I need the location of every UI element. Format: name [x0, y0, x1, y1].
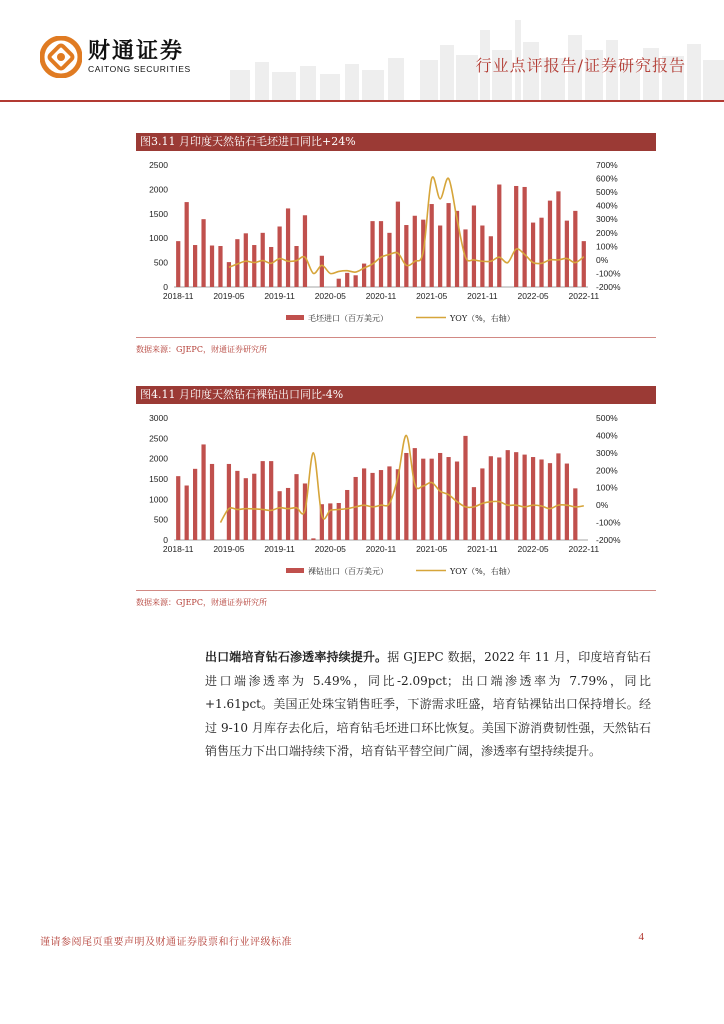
x-tick-label: 2022-05 [517, 544, 549, 554]
bar [446, 457, 450, 540]
y-right-tick-label: 400% [596, 200, 618, 211]
bar [446, 203, 450, 287]
bar [514, 186, 518, 287]
yoy-line [220, 435, 583, 522]
bar [523, 187, 527, 287]
figure-3-source: 数据来源：GJEPC，财通证券研究所 [136, 345, 267, 354]
y-right-tick-label: -200% [596, 282, 621, 292]
legend-bar-swatch [286, 568, 304, 573]
y-right-tick-label: 300% [596, 214, 618, 225]
x-tick-label: 2019-11 [264, 291, 295, 301]
bar [438, 453, 442, 540]
bar [463, 436, 467, 540]
bar [472, 487, 476, 540]
x-tick-label: 2020-05 [314, 544, 346, 554]
x-tick-label: 2020-11 [365, 544, 397, 554]
y-left-tick-label: 500 [153, 514, 168, 525]
x-tick-label: 2019-05 [213, 291, 245, 301]
x-tick-label: 2020-11 [365, 291, 397, 301]
bar [286, 488, 290, 540]
bar [210, 464, 214, 540]
bar [328, 503, 332, 540]
y-right-tick-label: 0% [596, 500, 609, 511]
bar [370, 221, 374, 287]
logo-chinese-name: 财通证券 [88, 38, 185, 64]
bar [252, 245, 256, 287]
legend-bar-swatch [286, 315, 304, 320]
header-divider [0, 100, 724, 102]
y-right-tick-label: 600% [596, 173, 618, 184]
bar [201, 444, 205, 540]
bar [480, 226, 484, 287]
company-logo [40, 36, 191, 78]
y-left-tick-label: 2500 [149, 160, 168, 170]
bar [497, 457, 501, 540]
bar [413, 448, 417, 540]
bar [404, 225, 408, 287]
bar [210, 246, 214, 287]
y-left-tick-label: 2000 [149, 184, 168, 195]
x-tick-label: 2021-11 [467, 291, 498, 301]
bar [269, 461, 273, 540]
chart-rough-diamond-imports [136, 151, 656, 337]
y-right-tick-label: -100% [596, 517, 621, 528]
x-tick-label: 2021-05 [416, 544, 448, 554]
x-tick-label: 2018-11 [162, 291, 194, 301]
bar [489, 456, 493, 540]
x-tick-label: 2021-05 [416, 291, 448, 301]
legend-bar-label: 毛坯进口（百万美元） [308, 314, 388, 323]
bar [506, 450, 510, 540]
y-left-tick-label: 1000 [149, 494, 168, 505]
figure-4-source: 数据来源：GJEPC，财通证券研究所 [136, 598, 267, 607]
bar [278, 226, 282, 287]
figure-4-divider [136, 590, 656, 591]
y-right-tick-label: 500% [596, 413, 618, 423]
x-tick-label: 2019-11 [264, 544, 295, 554]
y-right-tick-label: -100% [596, 268, 621, 279]
bar [387, 233, 391, 287]
bar [531, 223, 535, 287]
y-right-tick-label: 200% [596, 227, 618, 238]
bar [303, 215, 307, 287]
bar [404, 453, 408, 540]
logo-english-name: CAITONG SECURITIES [88, 63, 191, 74]
legend-bar-label: 裸钻出口（百万美元） [308, 567, 388, 576]
bar [531, 457, 535, 540]
bar [286, 208, 290, 287]
bar [227, 262, 231, 287]
y-right-tick-label: 500% [596, 187, 618, 198]
x-tick-label: 2022-05 [517, 291, 549, 301]
bar [556, 191, 560, 287]
disclaimer-note: 谨请参阅尾页重要声明及财通证券股票和行业评级标准 [40, 937, 292, 948]
bar [311, 538, 315, 540]
y-left-tick-label: 500 [153, 257, 168, 268]
bar [539, 218, 543, 287]
bar [472, 206, 476, 287]
bar [345, 273, 349, 287]
y-left-tick-label: 0 [163, 282, 168, 292]
y-left-tick-label: 0 [163, 535, 168, 545]
bar [337, 503, 341, 540]
bar [582, 241, 586, 287]
chart-polished-diamond-exports [136, 404, 656, 590]
bar [176, 241, 180, 287]
bar [539, 459, 543, 540]
bar [354, 477, 358, 540]
bar [354, 275, 358, 287]
figure-4 [136, 386, 656, 608]
y-left-tick-label: 1500 [149, 208, 168, 219]
x-tick-label: 2021-11 [467, 544, 498, 554]
bar [244, 233, 248, 287]
bar [430, 204, 434, 287]
y-right-tick-label: 100% [596, 482, 618, 493]
paragraph-body: 据 GJEPC 数据，2022 年 11 月，印度培育钻石进口端渗透率为 5.49%，同比-2.09pct；出口端渗透率为 7.79%，同比+1.61pct。美国正处珠宝销售旺季，下游需求旺盛，培育钻裸钻出口保持增长。经过 9-10 月库存去化后，培育钻毛坯进口环比恢复。美国下游消费韧性强，天然钻石销售压力下出口端持续下滑，培育钻平替空间广阔，渗透率有望持续提升。 [205, 650, 651, 758]
y-left-tick-label: 2500 [149, 433, 168, 444]
y-left-tick-label: 3000 [149, 413, 168, 423]
y-right-tick-label: 300% [596, 447, 618, 458]
bar [523, 455, 527, 540]
bar [320, 256, 324, 287]
bar [278, 491, 282, 540]
y-right-tick-label: 100% [596, 241, 618, 252]
page-number: 4 [638, 931, 644, 943]
caitong-logo-icon [40, 36, 82, 78]
bar [193, 469, 197, 540]
bar [514, 452, 518, 540]
x-tick-label: 2019-05 [213, 544, 245, 554]
bar [185, 202, 189, 287]
figure-3 [136, 133, 656, 355]
bar [573, 488, 577, 540]
bar [294, 246, 298, 287]
y-right-tick-label: 700% [596, 160, 618, 170]
bar [201, 219, 205, 287]
bar [227, 464, 231, 540]
bar [565, 221, 569, 287]
figure-3-title: 图3.11 月印度天然钻石毛坯进口同比+24% [136, 133, 656, 151]
legend-line-label: YOY（%，右轴） [450, 567, 515, 576]
y-left-tick-label: 1500 [149, 474, 168, 484]
body-paragraph [205, 646, 651, 764]
bar [185, 486, 189, 540]
x-tick-label: 2022-11 [568, 544, 600, 554]
bar [413, 216, 417, 287]
x-tick-label: 2020-05 [314, 291, 346, 301]
bar [430, 459, 434, 540]
figure-3-divider [136, 337, 656, 338]
y-right-tick-label: 200% [596, 465, 618, 476]
bar [379, 221, 383, 287]
y-right-tick-label: 400% [596, 430, 618, 441]
bar [421, 459, 425, 540]
figure-4-title: 图4.11 月印度天然钻石裸钻出口同比-4% [136, 386, 656, 404]
bar [497, 185, 501, 287]
bar [362, 468, 366, 540]
y-left-tick-label: 1000 [149, 233, 168, 244]
bar [345, 490, 349, 540]
y-left-tick-label: 2000 [149, 453, 168, 464]
paragraph-lead: 出口端培育钻石渗透率持续提升。 [205, 650, 388, 664]
bar [235, 471, 239, 540]
bar [252, 474, 256, 540]
bar [261, 461, 265, 540]
bar [193, 245, 197, 287]
bar [548, 463, 552, 540]
bar [556, 453, 560, 540]
bar [565, 464, 569, 540]
bar [176, 476, 180, 540]
bar [573, 211, 577, 287]
report-type-label: 行业点评报告/证券研究报告 [475, 56, 686, 75]
bar [218, 246, 222, 287]
bar [438, 226, 442, 287]
page-header [0, 0, 724, 104]
y-right-tick-label: -200% [596, 535, 621, 545]
bar [337, 279, 341, 287]
bar [548, 201, 552, 287]
legend-line-label: YOY（%，右轴） [450, 314, 515, 323]
bar [269, 247, 273, 287]
y-right-tick-label: 0% [596, 254, 609, 265]
x-tick-label: 2018-11 [162, 544, 194, 554]
x-tick-label: 2022-11 [568, 291, 600, 301]
bar [396, 202, 400, 287]
